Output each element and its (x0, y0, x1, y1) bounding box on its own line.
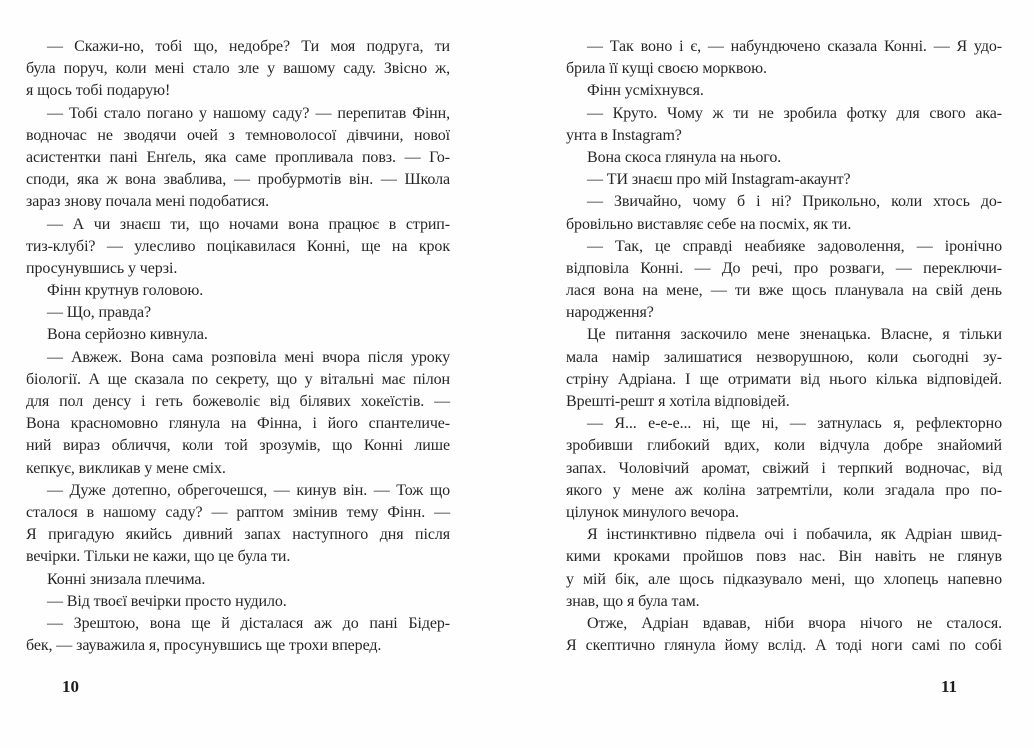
text-line: біології. А ще сказала по секрету, що у вітальні має пілон (26, 370, 450, 388)
text-line: стріну Адріана. І ще отримати від нього кілька відповідей. (566, 370, 1002, 388)
text-line: просунувшись у черзі. (26, 259, 178, 277)
paragraph (26, 480, 450, 569)
text-line: відповіла Конні. — До речі, про розваги, — переключи- (566, 259, 1002, 277)
page-left-text-block (26, 36, 450, 657)
text-line: — Що, правда? (47, 304, 152, 322)
text-line: бек, — зауважила я, просунувшись ще трохи вперед. (26, 637, 382, 655)
paragraph (26, 591, 450, 613)
paragraph (26, 347, 450, 480)
text-line: Конні знизала плечима. (47, 570, 206, 588)
page-number-left: 10 (62, 677, 79, 696)
text-line: Вона красномовно глянула на Фінна, і його спантеличе- (26, 415, 450, 433)
text-line: тиз-клубі? — улесливо поцікавилася Конні, ще на крок (26, 237, 450, 255)
paragraph (566, 103, 1002, 147)
page-right-text-block (566, 36, 1002, 657)
text-line: унта в Instagram? (566, 126, 682, 144)
paragraph (566, 36, 1002, 80)
page-right (517, 0, 1034, 748)
text-line: запах. Чоловічий аромат, свіжий і терпкий водночас, від (566, 459, 1002, 477)
text-line: — Дуже дотепно, обрегочешся, — кинув він. — Тож що (47, 481, 450, 499)
text-line: Я інстинктивно підвела очі і побачила, як Адріан швид- (587, 526, 1002, 544)
text-line: — Так воно і є, — набундючено сказала Конні. — Я удо- (587, 38, 1002, 55)
paragraph (26, 302, 450, 324)
text-line: Вона скоса глянула на нього. (587, 148, 782, 166)
page-number-right: 11 (941, 677, 958, 696)
text-line: вечірки. Тільки не кажи, що це була ти. (26, 548, 291, 566)
text-line: Врешті-решт я хотіла відповідей. (566, 393, 790, 410)
text-line: Я скептично глянула йому вслід. А тоді ноги самі по собі (566, 637, 1002, 655)
text-line: зробивши глибокий вдих, коли відчула добре знайомий (566, 437, 1002, 455)
paragraph (26, 280, 450, 302)
text-line: цілунок минулого вечора. (566, 503, 739, 521)
paragraph (566, 169, 1002, 191)
text-line: Фінн крутнув головою. (47, 282, 204, 300)
text-line: ний вираз обличчя, коли той зрозумів, що Конні лише (26, 437, 450, 455)
text-line: сталося в нашому саду? — раптом змінив тему Фінн. — (26, 503, 450, 521)
paragraph (566, 613, 1002, 657)
text-line: для пол денсу і геть божеволіє від білявих хокеїстів. — (26, 393, 450, 410)
text-line: споди, яка ж вона зваблива, — пробурмотів він. — Школа (26, 171, 450, 189)
paragraph (566, 524, 1002, 613)
paragraph (26, 214, 450, 281)
text-line: водночас не зводячи очей з темноволосої дівчини, нової (26, 126, 450, 144)
text-line: мала намір залишатися незворушною, коли сьогодні зу- (566, 348, 1002, 366)
text-line: кими кроками пройшов повз нас. Він навіть не глянув (566, 548, 1002, 566)
paragraph (566, 191, 1002, 235)
paragraph (26, 569, 450, 591)
text-line: Вона серйозно кивнула. (47, 326, 208, 344)
paragraph (566, 236, 1002, 325)
paragraph (566, 147, 1002, 169)
text-line: — Так, це справді неабияке задоволення, — іронічно (587, 237, 1002, 255)
paragraph (26, 324, 450, 346)
text-line: була поруч, коли мені стало зле у вашому саду. Звісно ж, (26, 60, 450, 78)
text-line: — Скажи-но, тобі що, недобре? Ти моя подруга, ти (47, 38, 450, 55)
paragraph (566, 413, 1002, 524)
text-line: я щось тобі подарую! (26, 82, 171, 100)
text-line: Отже, Адріан вдавав, ніби вчора нічого не сталося. (587, 614, 1002, 632)
text-line: Фінн усміхнувся. (587, 82, 704, 100)
paragraph (26, 103, 450, 214)
text-line: — Зрештою, вона ще й дісталася аж до пані Бідер- (47, 614, 450, 632)
text-line: — Я... е-е-е... ні, ще ні, — затнулась я, рефлекторно (587, 415, 1002, 433)
text-line: кепкує, викликав у мене сміх. (26, 459, 226, 477)
text-line: — Круто. Чому ж ти не зробила фотку для свого ака- (587, 104, 1002, 122)
text-line: якого у мене аж коліна затремтіли, коли згадала про по- (566, 481, 1002, 499)
text-line: — Звичайно, чому б і ні? Прикольно, коли хтось до- (587, 193, 1002, 211)
text-line: — ТИ знаєш про мій Instagram-акаунт? (587, 171, 851, 189)
text-line: — Тобі стало погано у нашому саду? — перепитав Фінн, (47, 104, 450, 122)
paragraph (566, 324, 1002, 413)
text-line: у мій бік, але щось підказувало мені, що хлопець напевно (566, 570, 1002, 588)
paragraph (26, 36, 450, 103)
text-line: — Від твоєї вечірки просто нудило. (47, 592, 287, 610)
paragraph (26, 613, 450, 657)
text-line: зараз знову почала мені подобатися. (26, 193, 270, 211)
text-line: брила її кущі своєю морквою. (566, 60, 767, 78)
text-line: народження? (566, 304, 654, 322)
text-line: Я пригадую якийсь дивний запах наступного дня після (26, 526, 450, 544)
text-line: асистентки пані Енґель, яка саме пропливала повз. — Го- (26, 148, 450, 166)
text-line: бровільно виставляє себе на посміх, як ти. (566, 215, 852, 233)
text-line: — А чи знаєш ти, що ночами вона працює в стрип- (47, 215, 450, 233)
paragraph (566, 80, 1002, 102)
text-line: — Авжеж. Вона сама розповіла мені вчора після уроку (47, 348, 450, 366)
text-line: знав, що я була там. (566, 592, 700, 610)
text-line: Це питання заскочило мене зненацька. Власне, я тільки (587, 326, 1002, 344)
text-line: лася вона на мене, — ти вже щось планувала на свій день (566, 282, 1002, 300)
